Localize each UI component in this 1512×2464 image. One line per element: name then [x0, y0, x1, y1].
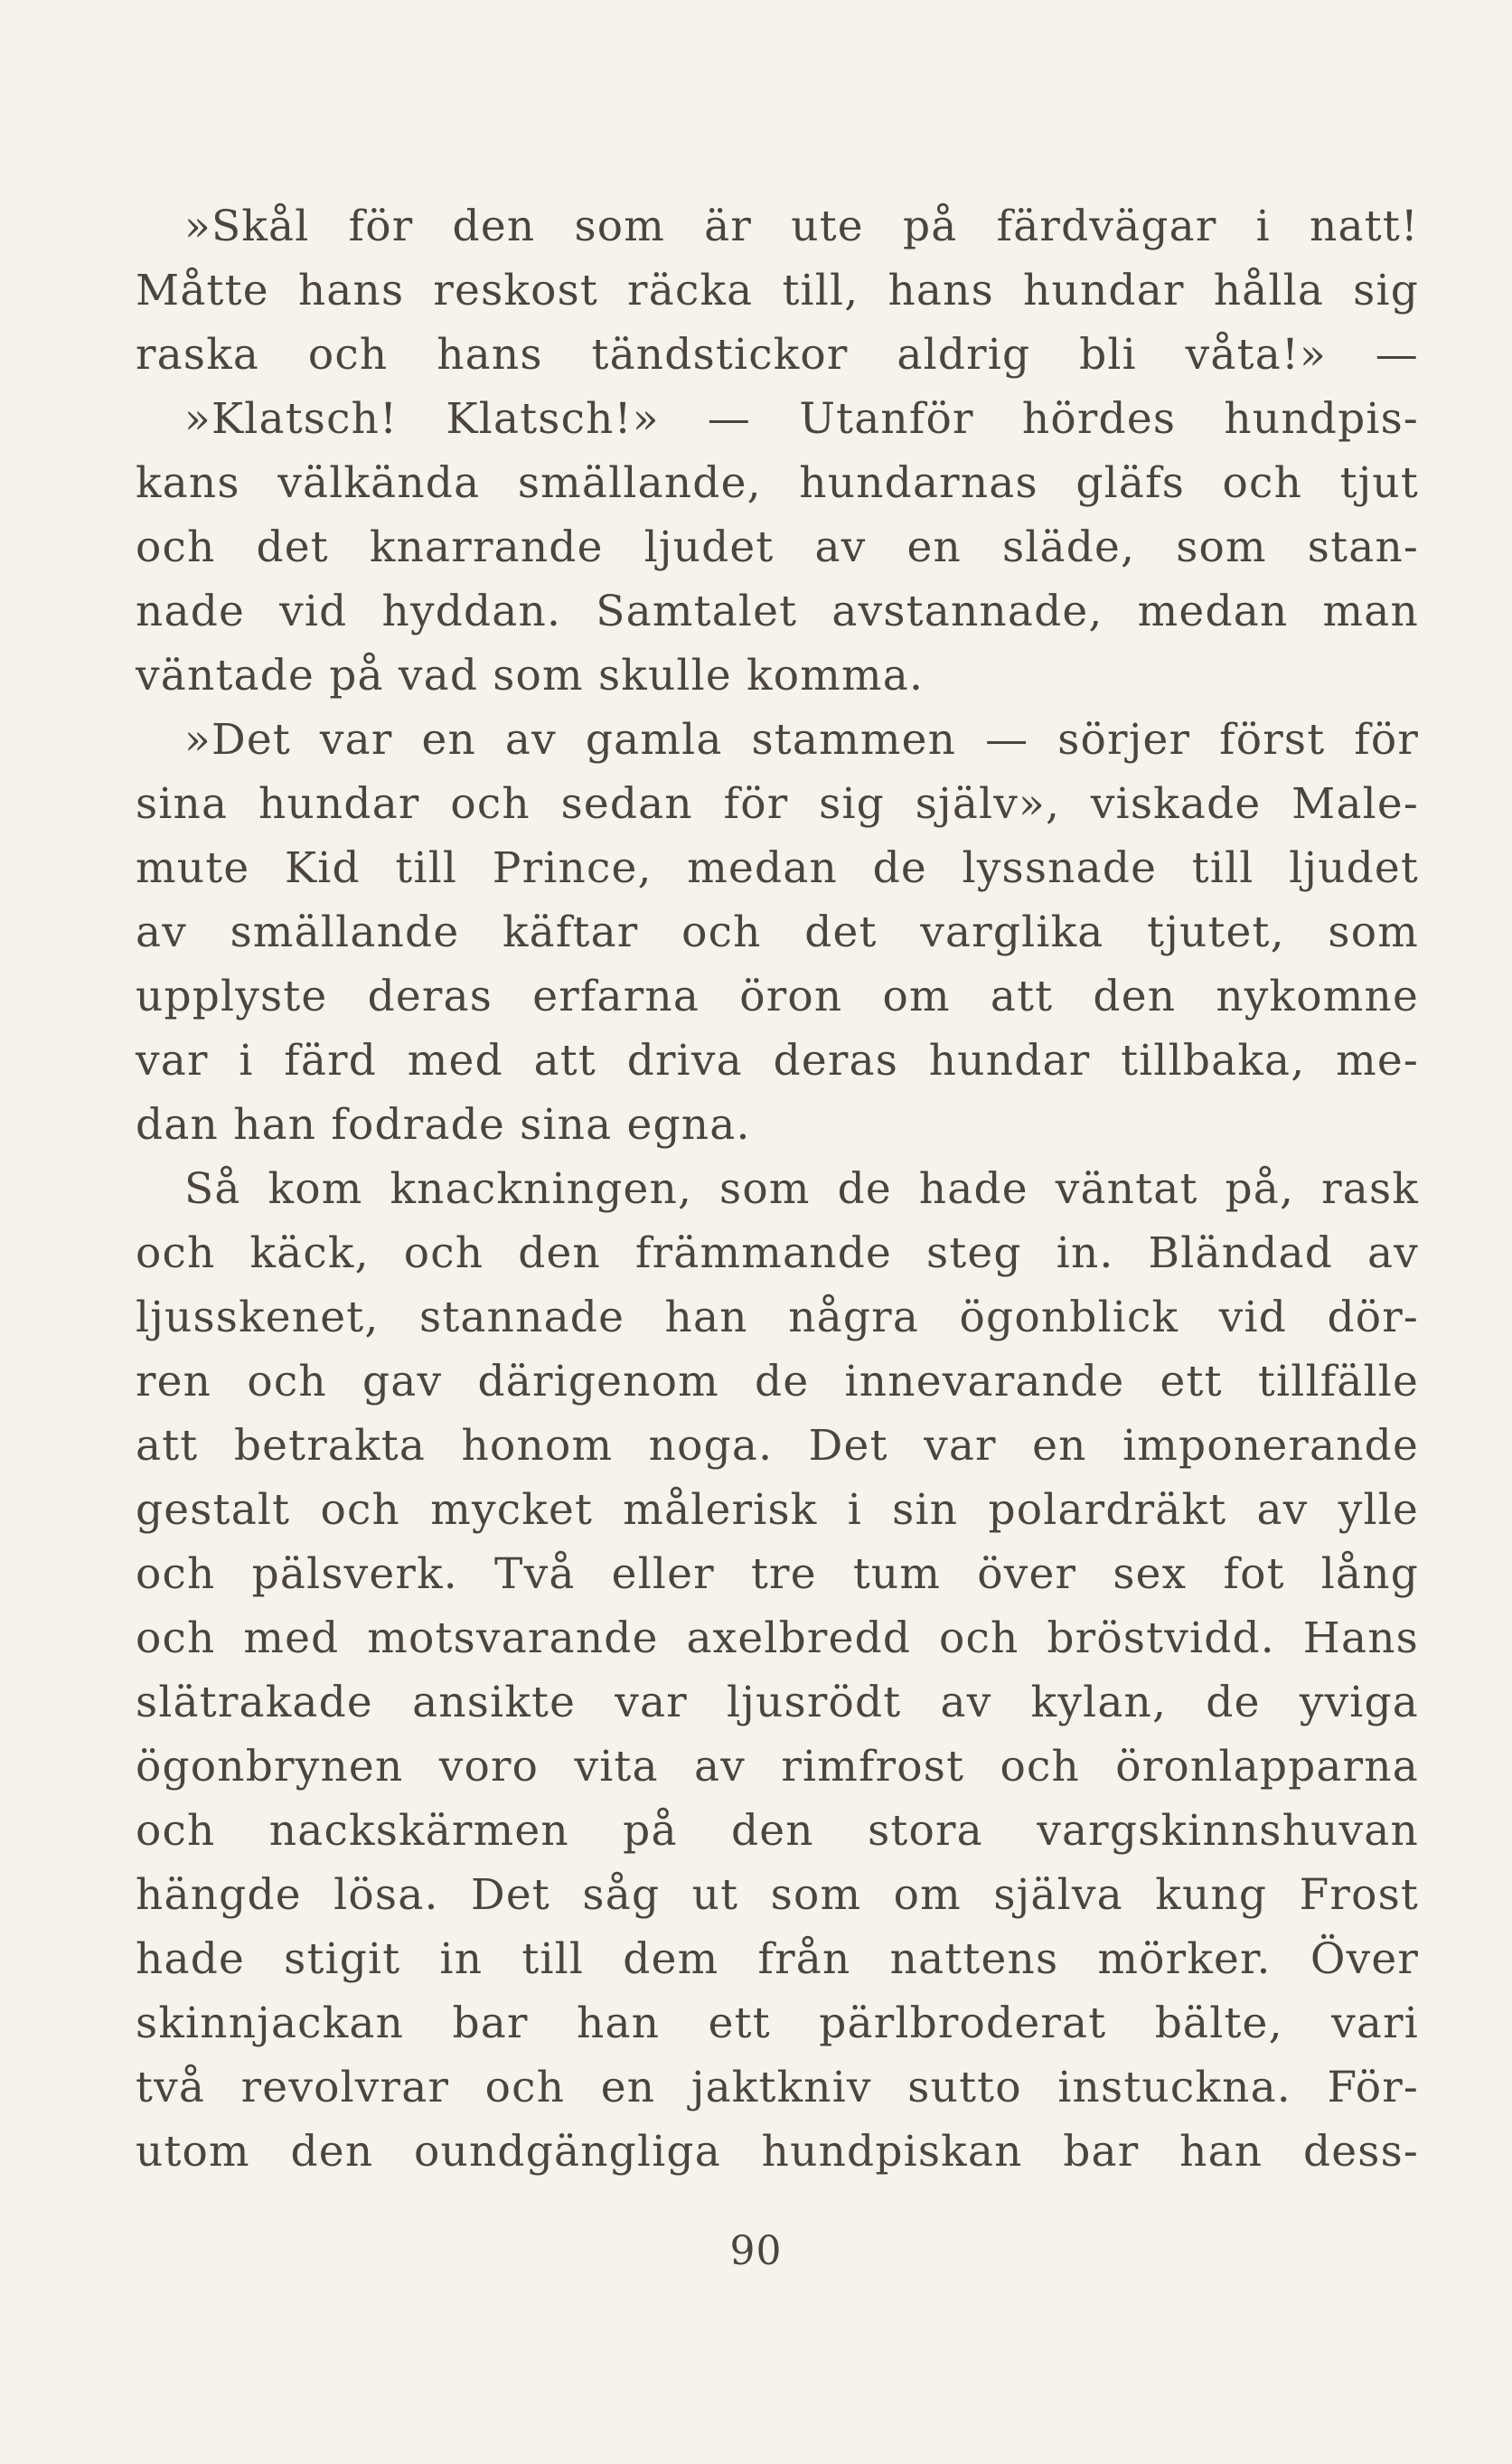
text-line: nade vid hyddan. Samtalet avstannade, medan man — [136, 587, 1419, 636]
body-text — [136, 194, 1419, 2184]
text-line: och med motsvarande axelbredd och bröstvidd. Hans — [136, 1613, 1419, 1663]
text-line: gestalt och mycket målerisk i sin polardräkt av ylle — [136, 1485, 1419, 1535]
text-line: av smällande käftar och det varglika tjutet, som — [136, 908, 1419, 957]
text-line: dan han fodrade sina egna. — [136, 1100, 751, 1150]
text-line: var i färd med att driva deras hundar tillbaka, me- — [136, 1036, 1419, 1086]
text-line: »Klatsch! Klatsch!» — Utanför hördes hundpis- — [184, 394, 1419, 444]
text-line: och pälsverk. Två eller tre tum över sex fot lång — [136, 1549, 1419, 1599]
text-line: utom den oundgängliga hundpiskan bar han dess- — [136, 2127, 1419, 2177]
page-number: 90 — [729, 2228, 783, 2274]
text-line: ren och gav därigenom de innevarande ett tillfälle — [136, 1357, 1419, 1406]
text-line: »Skål för den som är ute på färdvägar i natt! — [184, 202, 1419, 251]
text-line: och käck, och den främmande steg in. Bländad av — [136, 1228, 1419, 1278]
text-line: upplyste deras erfarna öron om att den nykomne — [136, 972, 1419, 1021]
text-line: väntade på vad som skulle komma. — [136, 651, 925, 701]
text-line: skinnjackan bar han ett pärlbroderat bälte, vari — [136, 1998, 1419, 2048]
text-line: Måtte hans reskost räcka till, hans hundar hålla sig — [136, 266, 1419, 315]
text-line: Så kom knackningen, som de hade väntat på, rask — [184, 1164, 1419, 1214]
text-line: ögonbrynen voro vita av rimfrost och öronlapparna — [136, 1742, 1419, 1792]
text-line: raska och hans tändstickor aldrig bli våta!» — — [136, 330, 1419, 380]
text-line: ljusskenet, stannade han några ögonblick vid dör- — [136, 1293, 1419, 1342]
text-line: att betrakta honom noga. Det var en imponerande — [136, 1421, 1419, 1471]
text-line: och nackskärmen på den stora vargskinnshuvan — [136, 1806, 1419, 1856]
text-line: hängde lösa. Det såg ut som om själva kung Frost — [136, 1870, 1419, 1920]
text-line: sina hundar och sedan för sig själv», viskade Male- — [136, 779, 1419, 829]
text-line: »Det var en av gamla stammen — sörjer först för — [184, 715, 1419, 765]
text-line: hade stigit in till dem från nattens mörker. Över — [136, 1934, 1419, 1984]
text-line: kans välkända smällande, hundarnas gläfs och tjut — [136, 458, 1419, 508]
text-line: slätrakade ansikte var ljusrödt av kylan, de yviga — [136, 1678, 1419, 1727]
text-line: två revolvrar och en jaktkniv sutto instuckna. För- — [136, 2063, 1419, 2112]
text-line: och det knarrande ljudet av en släde, som stan- — [136, 522, 1419, 572]
text-line: mute Kid till Prince, medan de lyssnade till ljudet — [136, 843, 1419, 893]
